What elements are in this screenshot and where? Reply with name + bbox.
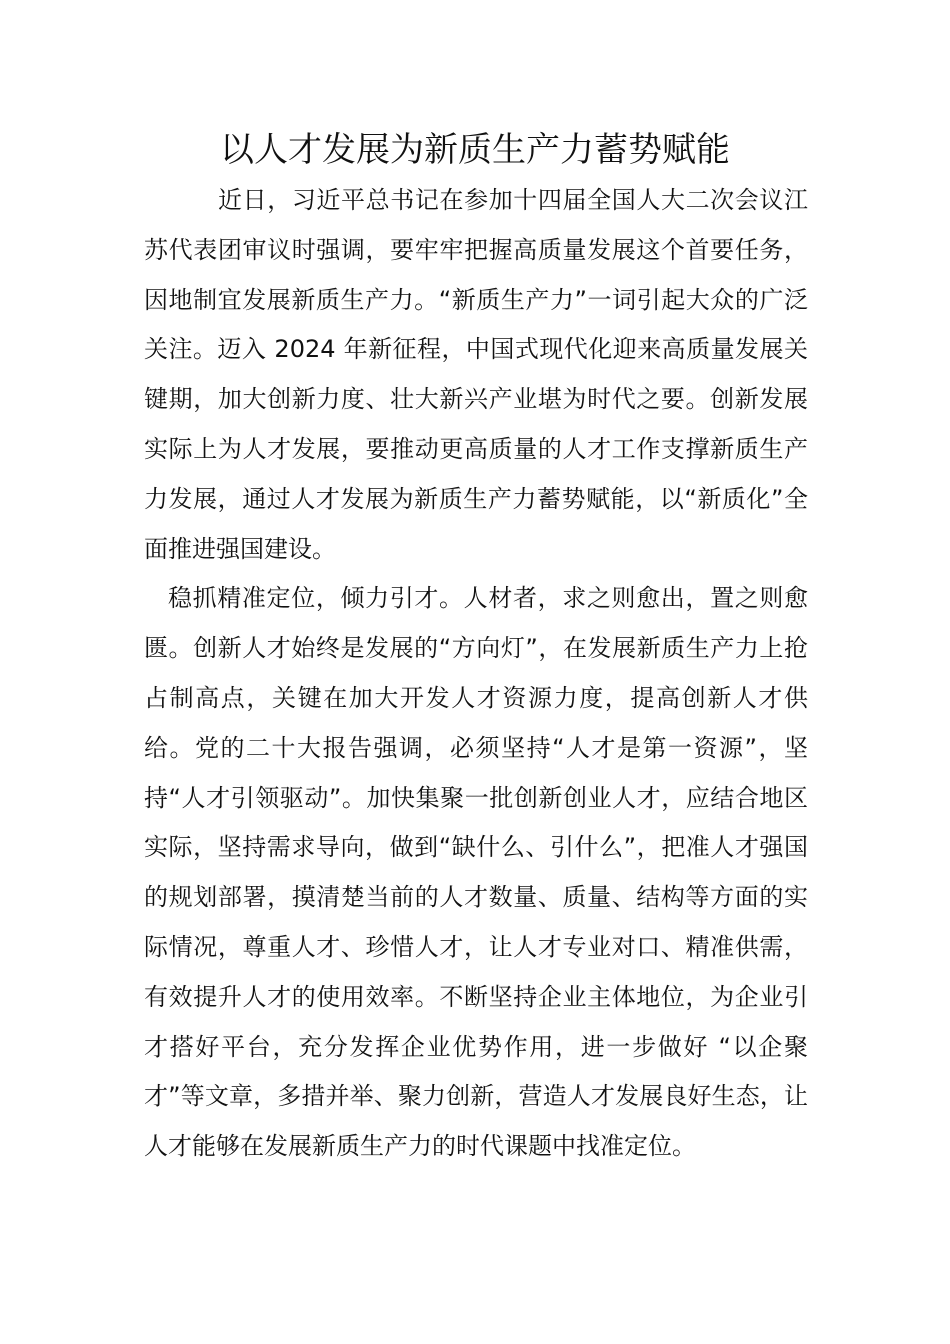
document-body [144, 176, 808, 1172]
paragraph-intro: 近日，习近平总书记在参加十四届全国人大二次会议江苏代表团审议时强调，要牢牢把握高质量发展这个首要任务，因地制宜发展新质生产力。“新质生产力”一词引起大众的广泛关注。迈入 2024 年新征程，中国式现代化迎来高质量发展关键期，加大创新力度、壮大新兴产业堪为时代之要。创新发展实际上为人才发展，要推动更高质量的人才工作支撑新质生产力发展，通过人才发展为新质生产力蓄势赋能，以“新质化”全面推进强国建设。 [144, 186, 808, 563]
document-title: 以人才发展为新质生产力蓄势赋能 [220, 130, 730, 170]
paragraph-talent-attraction: 稳抓精准定位，倾力引才。人材者，求之则愈出，置之则愈匮。创新人才始终是发展的“方向灯”，在发展新质生产力上抢占制高点，关键在加大开发人才资源力度，提高创新人才供给。党的二十大报告强调，必须坚持“人才是第一资源”，坚持“人才引领驱动”。加快集聚一批创新创业人才，应结合地区实际，坚持需求导向，做到“缺什么、引什么”，把准人才强国的规划部署，摸清楚当前的人才数量、质量、结构等方面的实际情况，尊重人才、珍惜人才，让人才专业对口、精准供需，有效提升人才的使用效率。不断坚持企业主体地位，为企业引才搭好平台，充分发挥企业优势作用，进一步做好 “以企聚才”等文章，多措并举、聚力创新，营造人才发展良好生态，让人才能够在发展新质生产力的时代课题中找准定位。 [144, 584, 808, 1161]
